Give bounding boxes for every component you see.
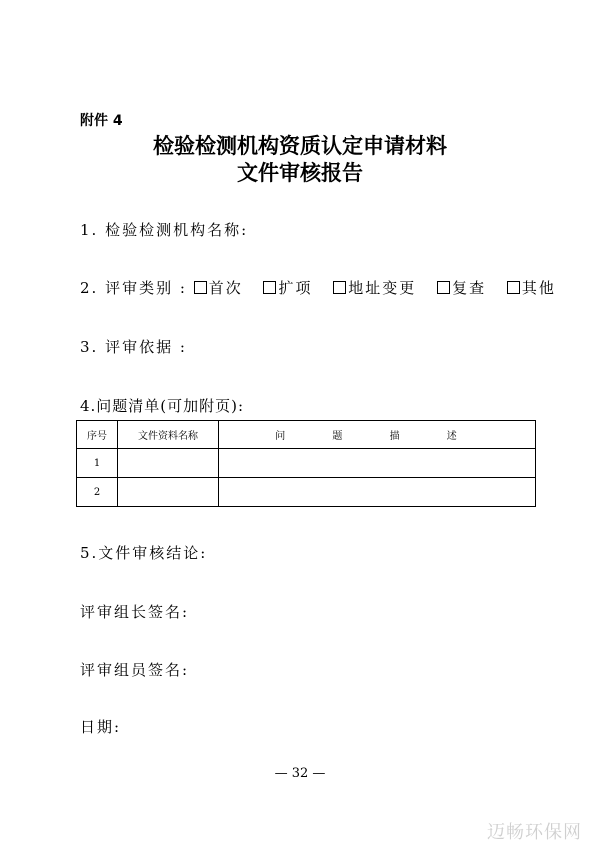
header-document-name: 文件资料名称 bbox=[118, 421, 219, 449]
table-header-row bbox=[77, 421, 536, 449]
page-number: — 32 — bbox=[274, 766, 326, 781]
table-row bbox=[77, 478, 536, 507]
row-description[interactable] bbox=[219, 449, 536, 478]
leader-signature-label: 评审组长签名: bbox=[80, 603, 190, 621]
checkbox-icon[interactable] bbox=[437, 281, 450, 294]
review-basis-field: 3. 评审依据 : bbox=[80, 338, 187, 356]
table-row bbox=[77, 449, 536, 478]
option-other[interactable] bbox=[507, 277, 556, 298]
review-type-field bbox=[80, 277, 556, 298]
row-serial: 2 bbox=[77, 478, 118, 507]
checkbox-icon[interactable] bbox=[333, 281, 346, 294]
header-serial: 序号 bbox=[77, 421, 118, 449]
row-description[interactable] bbox=[219, 478, 536, 507]
header-description: 问 题 描 述 bbox=[219, 421, 536, 449]
issue-table bbox=[76, 420, 536, 507]
option-review[interactable] bbox=[437, 277, 486, 298]
option-other-label: 其他 bbox=[521, 279, 556, 297]
checkbox-icon[interactable] bbox=[194, 281, 207, 294]
checkbox-icon[interactable] bbox=[263, 281, 276, 294]
row-serial: 1 bbox=[77, 449, 118, 478]
option-review-label: 复查 bbox=[452, 279, 487, 297]
attachment-label: 附件 4 bbox=[80, 113, 123, 129]
option-expansion[interactable] bbox=[263, 277, 312, 298]
checkbox-icon[interactable] bbox=[507, 281, 520, 294]
option-address-change-label: 地址变更 bbox=[348, 279, 417, 297]
member-signature-label: 评审组员签名: bbox=[80, 661, 190, 679]
review-type-label: 2. 评审类别 : bbox=[80, 279, 187, 297]
document-title-line1: 检验检测机构资质认定申请材料 bbox=[153, 133, 447, 158]
option-expansion-label: 扩项 bbox=[278, 279, 313, 297]
watermark: 迈畅环保网 bbox=[487, 822, 582, 843]
document-title-line2: 文件审核报告 bbox=[237, 160, 363, 185]
row-document-name[interactable] bbox=[118, 449, 219, 478]
conclusion-label: 5.文件审核结论: bbox=[80, 544, 208, 562]
option-first-label: 首次 bbox=[208, 279, 243, 297]
option-address-change[interactable] bbox=[333, 277, 416, 298]
review-type-options bbox=[187, 279, 556, 297]
issue-list-label: 4.问题清单(可加附页): bbox=[80, 397, 245, 415]
row-document-name[interactable] bbox=[118, 478, 219, 507]
date-label: 日期: bbox=[80, 718, 122, 736]
option-first[interactable] bbox=[194, 277, 243, 298]
institution-name-field: 1. 检验检测机构名称: bbox=[80, 221, 249, 239]
